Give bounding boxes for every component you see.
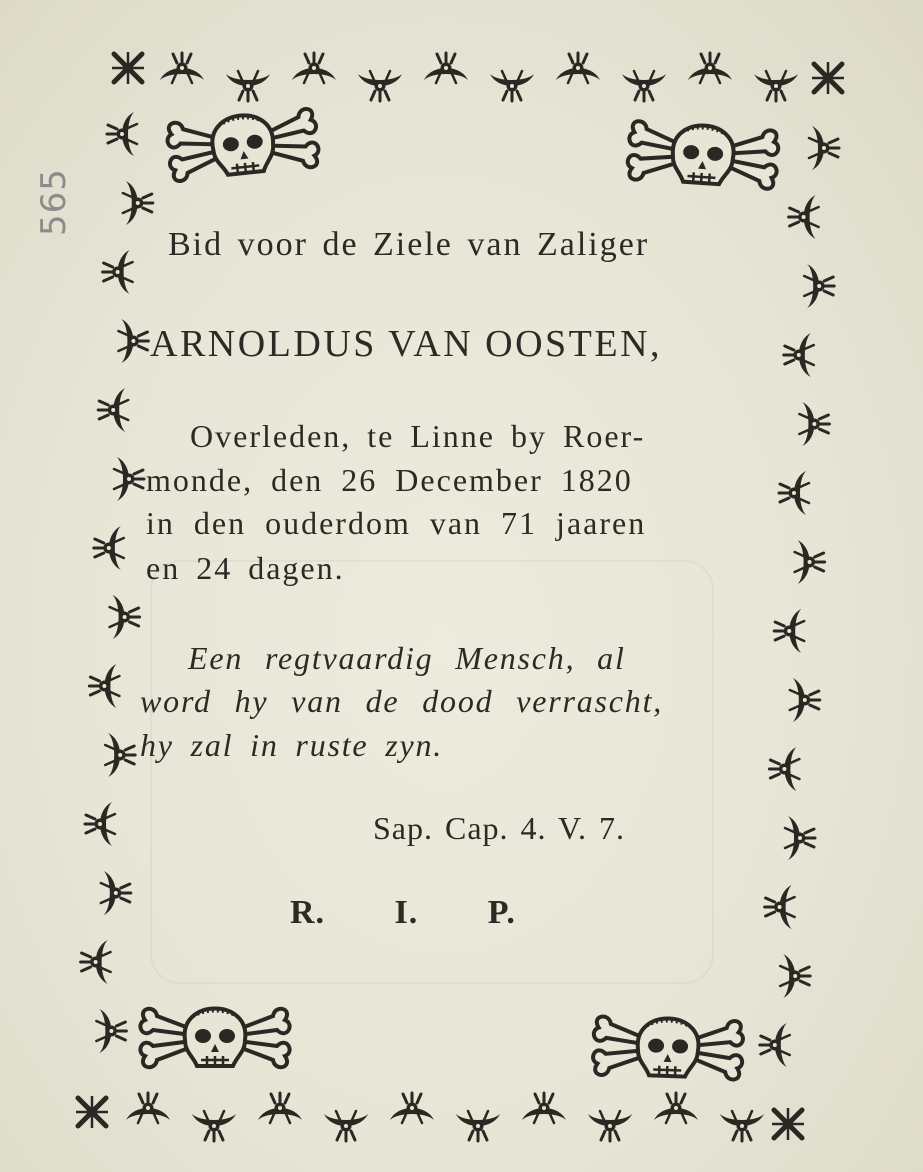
floral-ornament-icon <box>784 333 814 377</box>
floral-ornament-icon <box>622 71 666 101</box>
floral-ornament-icon <box>107 112 137 156</box>
floral-ornament-icon <box>89 664 119 708</box>
floral-ornament-icon <box>118 319 148 363</box>
quote-line: hy zal in ruste zyn. <box>140 727 444 763</box>
floral-ornament-icon <box>456 1111 500 1141</box>
scripture-reference: Sap. Cap. 4. V. 7. <box>373 810 625 846</box>
corner-ornament-icon <box>812 62 844 94</box>
skull-crossbones-icon <box>592 1016 743 1080</box>
invocation-line: Bid voor de Ziele van Zaliger <box>168 226 650 263</box>
floral-ornament-icon <box>785 816 815 860</box>
floral-ornament-icon <box>588 1111 632 1141</box>
floral-ornament-icon <box>490 71 534 101</box>
floral-ornament-icon <box>654 1093 698 1123</box>
skull-crossbones-icon <box>166 108 321 182</box>
floral-ornament-icon <box>126 1093 170 1123</box>
corner-ornament-icon <box>772 1108 804 1140</box>
floral-ornament-icon <box>160 53 204 83</box>
floral-ornament-icon <box>114 457 144 501</box>
corner-ornament-icon <box>76 1096 108 1128</box>
floral-ornament-icon <box>96 1009 126 1053</box>
floral-ornament-icon <box>522 1093 566 1123</box>
floral-ornament-icon <box>390 1093 434 1123</box>
floral-ornament-icon <box>795 540 825 584</box>
death-notice-line: monde, den 26 December 1820 <box>146 462 633 498</box>
floral-ornament-icon <box>103 250 133 294</box>
floral-ornament-icon <box>779 471 809 515</box>
floral-ornament-icon <box>98 388 128 432</box>
floral-ornament-icon <box>81 940 111 984</box>
floral-ornament-icon <box>105 733 135 777</box>
floral-ornament-icon <box>789 195 819 239</box>
death-notice-line: Overleden, te Linne by Roer- <box>190 418 646 454</box>
pencil-annotation: 565 <box>34 168 74 236</box>
floral-ornament-icon <box>123 181 153 225</box>
floral-ornament-icon <box>324 1111 368 1141</box>
floral-ornament-icon <box>799 402 829 446</box>
floral-ornament-icon <box>809 126 839 170</box>
deceased-name: ARNOLDUS VAN OOSTEN, <box>150 323 663 365</box>
floral-ornament-icon <box>358 71 402 101</box>
floral-ornament-icon <box>424 53 468 83</box>
floral-ornament-icon <box>292 53 336 83</box>
floral-ornament-icon <box>94 526 124 570</box>
death-notice-line: en 24 dagen. <box>146 550 345 586</box>
floral-ornament-icon <box>101 871 131 915</box>
skull-crossbones-icon <box>627 120 780 189</box>
death-notice-line: in den ouderdom van 71 jaaren <box>146 505 647 541</box>
floral-ornament-icon <box>760 1023 790 1067</box>
corner-ornament-icon <box>112 52 144 84</box>
floral-ornament-icon <box>85 802 115 846</box>
floral-ornament-icon <box>688 53 732 83</box>
floral-ornament-icon <box>226 71 270 101</box>
quote-line: Een regtvaardig Mensch, al <box>188 640 626 676</box>
floral-ornament-icon <box>192 1111 236 1141</box>
floral-ornament-icon <box>110 595 140 639</box>
floral-ornament-icon <box>258 1093 302 1123</box>
rip-closing: R. I. P. <box>290 894 516 931</box>
floral-ornament-icon <box>754 71 798 101</box>
floral-ornament-icon <box>556 53 600 83</box>
floral-ornament-icon <box>720 1111 764 1141</box>
floral-ornament-icon <box>804 264 834 308</box>
floral-ornament-icon <box>769 747 799 791</box>
floral-ornament-icon <box>780 954 810 998</box>
floral-ornament-icon <box>765 885 795 929</box>
floral-ornament-icon <box>790 678 820 722</box>
quote-line: word hy van de dood verrascht, <box>140 683 664 719</box>
skull-crossbones-icon <box>140 1009 289 1068</box>
floral-ornament-icon <box>774 609 804 653</box>
